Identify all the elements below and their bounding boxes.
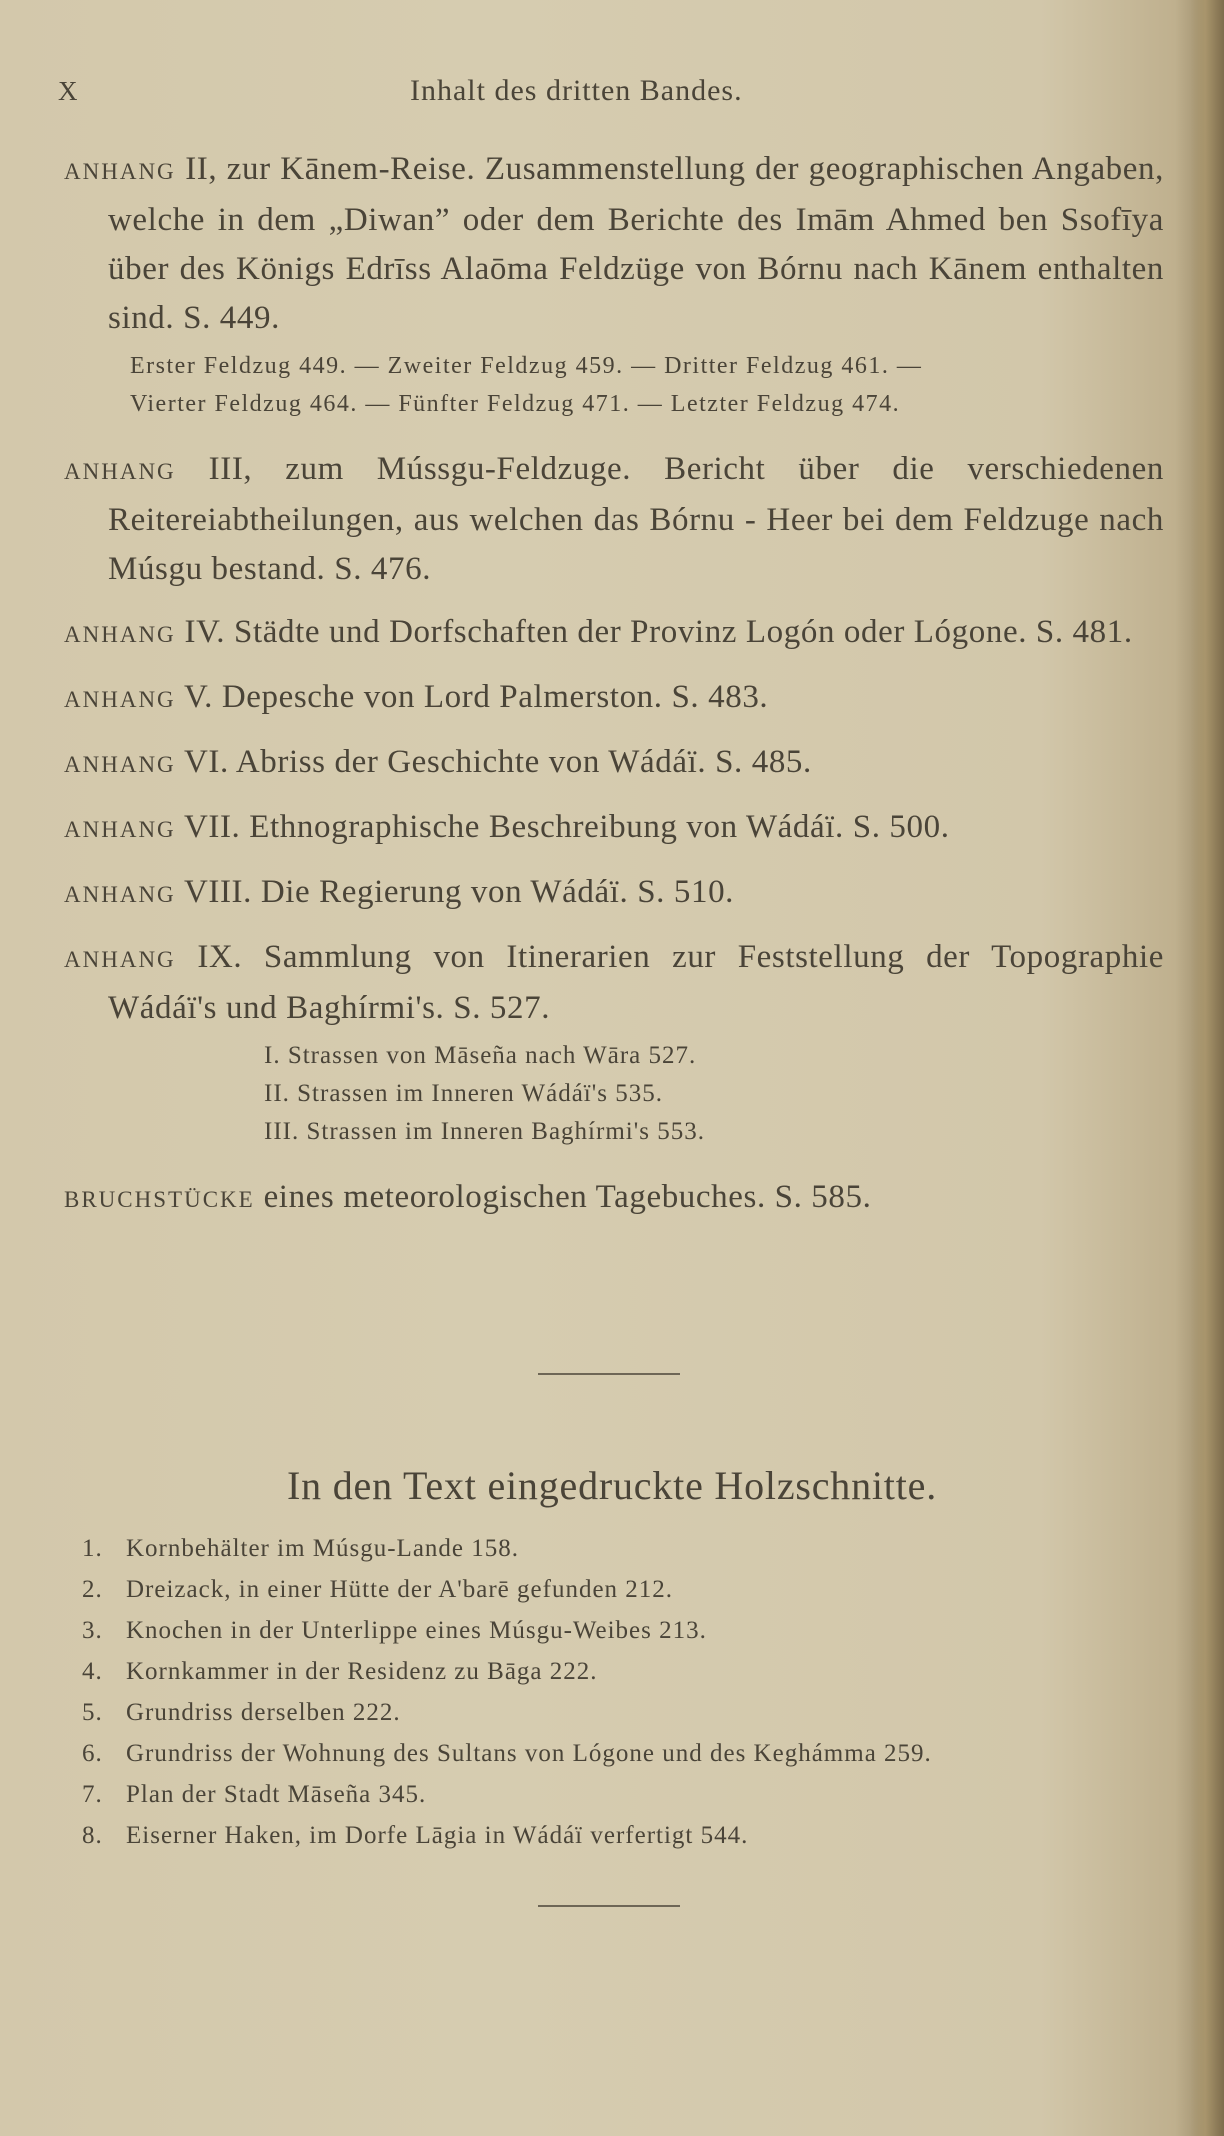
- entry-text: Abriss der Geschichte von Wádáï. S. 485.: [235, 744, 812, 780]
- item-text: Kornkammer in der Residenz zu Bāga 222.: [126, 1658, 598, 1685]
- entry-text: Sammlung von Itinerarien zur Feststellung der Topographie Wádáï's und Baghírmi's. S. 527.: [108, 939, 1164, 1026]
- list-item: [82, 1569, 1182, 1610]
- page-number: X: [58, 76, 79, 106]
- item-number: 5.: [82, 1699, 103, 1726]
- item-text: Grundriss derselben 222.: [126, 1699, 401, 1726]
- item-text: Grundriss der Wohnung des Sultans von Lógone und des Keghámma 259.: [126, 1740, 932, 1767]
- entry-sub-line: Vierter Feldzug 464. — Fünfter Feldzug 471. — Letzter Feldzug 474.: [130, 391, 901, 417]
- entry-text: eines meteorologischen Tagebuches. S. 585.: [263, 1179, 872, 1215]
- entry-text: zur Kānem-Reise. Zusammenstellung der geographischen Angaben, welche in dem „Diwan” oder dem Berichte des Imām Ahmed ben Ssofīya über des Königs Edrīss Alaōma Feldzüge von Bórnu nach Kānem enthalten sind. S. 449.: [108, 151, 1164, 336]
- page-edge-shadow: [1190, 0, 1224, 2136]
- itinerary-item: I. Strassen von Māseña nach Wāra 527.: [264, 1042, 697, 1069]
- running-title: Inhalt des dritten Bandes.: [410, 74, 743, 107]
- entry-text: Depesche von Lord Palmerston. S. 483.: [221, 679, 769, 715]
- list-item: [82, 1610, 1182, 1651]
- entry-anhang-4: [64, 608, 1164, 659]
- entry-label: ANHANG: [64, 752, 176, 777]
- itinerary-item: II. Strassen im Inneren Wádáï's 535.: [264, 1080, 663, 1107]
- item-text: Plan der Stadt Māseña 345.: [126, 1781, 427, 1808]
- entry-text: Ethnographische Beschreibung von Wádáï. S. 500.: [249, 809, 950, 845]
- page-header: [0, 70, 1224, 110]
- item-text: Kornbehälter im Músgu-Lande 158.: [126, 1535, 520, 1562]
- item-text: Dreizack, in einer Hütte der A'barē gefunden 212.: [126, 1576, 674, 1603]
- item-number: 3.: [82, 1617, 103, 1644]
- entry-anhang-8: [64, 868, 1164, 919]
- entry-text: Die Regierung von Wádáï. S. 510.: [260, 874, 735, 910]
- entry-anhang-2: [64, 145, 1164, 423]
- entry-text: zum Mússgu-Feldzuge. Bericht über die verschiedenen Reitereiabtheilungen, aus welchen das Bórnu - Heer bei dem Feldzuge nach Músgu bestand. S. 476.: [108, 451, 1164, 587]
- list-item: [82, 1733, 1182, 1774]
- entry-numeral: VIII.: [183, 874, 252, 910]
- entry-label: ANHANG: [64, 882, 176, 907]
- entry-sub-line: Erster Feldzug 449. — Zweiter Feldzug 459. — Dritter Feldzug 461. —: [130, 353, 923, 379]
- entry-anhang-3: [64, 445, 1164, 594]
- woodcuts-list: [82, 1528, 1182, 1856]
- woodcuts-title: In den Text eingedruckte Holzschnitte.: [287, 1463, 937, 1508]
- entry-numeral: III,: [208, 451, 253, 487]
- list-item: [82, 1528, 1182, 1569]
- entry-label: ANHANG: [64, 159, 176, 184]
- item-number: 1.: [82, 1535, 103, 1562]
- end-rule: [538, 1905, 680, 1907]
- entry-bruchstuecke: [64, 1173, 1164, 1224]
- list-item: [82, 1651, 1182, 1692]
- list-item: [82, 1692, 1182, 1733]
- item-number: 2.: [82, 1576, 103, 1603]
- list-item: [82, 1774, 1182, 1815]
- entry-text: Städte und Dorfschaften der Provinz Logón oder Lógone. S. 481.: [234, 614, 1133, 650]
- entry-anhang-6: [64, 738, 1164, 789]
- divider-rule: [538, 1373, 680, 1375]
- entry-label: ANHANG: [64, 687, 176, 712]
- entry-label: BRUCHSTÜCKE: [64, 1187, 255, 1212]
- itinerary-list: [264, 1037, 1164, 1151]
- entry-numeral: II,: [185, 151, 218, 187]
- entry-numeral: IV.: [184, 614, 226, 650]
- item-number: 4.: [82, 1658, 103, 1685]
- entry-anhang-9: [64, 933, 1164, 1151]
- entry-numeral: IX.: [197, 939, 243, 975]
- item-number: 8.: [82, 1822, 103, 1849]
- entry-anhang-7: [64, 803, 1164, 854]
- list-item: [82, 1815, 1182, 1856]
- entry-numeral: VI.: [183, 744, 229, 780]
- entry-numeral: VII.: [183, 809, 241, 845]
- item-text: Eiserner Haken, im Dorfe Lāgia in Wádáï verfertigt 544.: [126, 1822, 749, 1849]
- entry-label: ANHANG: [64, 622, 176, 647]
- entry-label: ANHANG: [64, 947, 176, 972]
- entry-label: ANHANG: [64, 817, 176, 842]
- item-text: Knochen in der Unterlippe eines Músgu-Weibes 213.: [126, 1617, 707, 1644]
- contents-list: [64, 145, 1164, 1224]
- entry-numeral: V.: [183, 679, 213, 715]
- entry-label: ANHANG: [64, 459, 176, 484]
- item-number: 6.: [82, 1740, 103, 1767]
- entry-anhang-5: [64, 673, 1164, 724]
- itinerary-item: III. Strassen im Inneren Baghírmi's 553.: [264, 1118, 705, 1145]
- item-number: 7.: [82, 1781, 103, 1808]
